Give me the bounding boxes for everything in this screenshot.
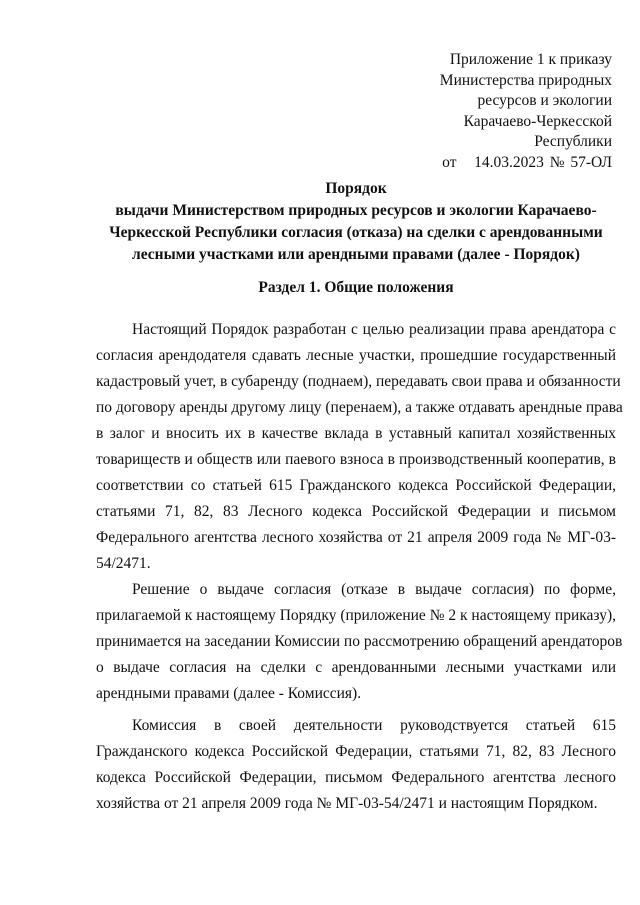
paragraph-line: 54/2471. xyxy=(96,555,151,572)
paragraph-line: кодекса Российской Федерации, письмом Федерального агентства лесного xyxy=(96,769,616,786)
order-annex-header xyxy=(382,50,612,173)
paragraph-line: арендными правами (далее - Комиссия). xyxy=(96,685,362,702)
paragraph-line: статьями 71, 82, 83 Лесного кодекса Российской Федерации и письмом xyxy=(96,503,616,520)
paragraph-line: Решение о выдаче согласия (отказе в выдаче согласия) по форме, xyxy=(132,581,616,598)
section-heading: Раздел 1. Общие положения xyxy=(258,279,454,296)
paragraph-line: прилагаемой к настоящему Порядку (приложение № 2 к настоящему приказу), xyxy=(96,607,616,624)
title-line: лесными участками или арендными правами (далее - Порядок) xyxy=(132,246,580,263)
paragraph-line: Настоящий Порядок разработан с целью реализации права арендатора с xyxy=(132,321,616,338)
title-line: Порядок xyxy=(325,180,387,197)
document-title xyxy=(96,178,616,266)
paragraph-line: по договору аренды другому лицу (перенаем), а также отдавать арендные права xyxy=(96,399,623,416)
paragraph-line: соответствии со статьей 615 Гражданского кодекса Российской Федерации, xyxy=(96,477,616,494)
paragraph-line: Гражданского кодекса Российской Федерации, статьями 71, 82, 83 Лесного xyxy=(96,743,616,760)
title-line: Черкесской Республики согласия (отказа) на сделки с арендованными xyxy=(109,224,603,241)
paragraph-line: о выдаче согласия на сделки с арендованными лесными участками или xyxy=(96,659,616,676)
paragraph-line: Комиссия в своей деятельности руководствуется статьей 615 xyxy=(132,717,616,734)
title-line: выдачи Министерством природных ресурсов и экологии Карачаево- xyxy=(115,202,597,219)
header-line: Министерства природных xyxy=(439,71,612,89)
header-line: ресурсов и экологии xyxy=(477,92,612,109)
paragraph-line: согласия арендодателя сдавать лесные участки, прошедшие государственный xyxy=(96,347,616,364)
header-line: Республики xyxy=(534,133,612,150)
header-line: Приложение 1 к приказу xyxy=(449,51,612,68)
paragraph-line: принимается на заседании Комиссии по рассмотрению обращений арендаторов xyxy=(96,633,623,650)
paragraph-line: хозяйства от 21 апреля 2009 года № МГ-03-54/2471 и настоящим Порядком. xyxy=(96,795,598,812)
header-date-line: от 14.03.2023 № 57-ОЛ xyxy=(442,153,612,171)
header-line: Карачаево-Черкесской xyxy=(463,112,612,130)
paragraph-line: товариществ и обществ или паевого взноса в производственный кооператив, в xyxy=(96,451,616,468)
paragraph-line: Федерального агентства лесного хозяйства от 21 апреля 2009 года № МГ-03- xyxy=(96,529,616,546)
paragraph-line: в залог и вносить их в качестве вклада в уставный капитал хозяйственных xyxy=(96,425,616,442)
paragraph-line: кадастровый учет, в субаренду (поднаем), передавать свои права и обязанности xyxy=(96,373,621,390)
